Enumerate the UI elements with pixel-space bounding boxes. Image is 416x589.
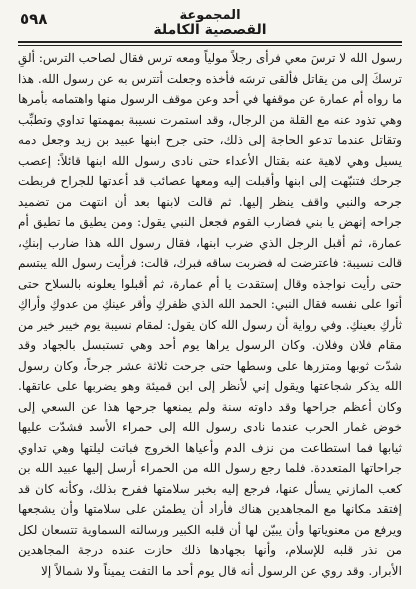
text-line: يسيل وهي لاهية عنه بقتال الأعداء حتى نادى رسول الله ابنها قائلاً: إعصب bbox=[18, 153, 402, 168]
text-line: ما رواه أم عمارة عن موقفها في أحد وعن موقف الرسول منها واهتمامه بأمرها bbox=[18, 92, 402, 106]
running-head-line-1: المجموعة bbox=[179, 8, 241, 23]
text-line: من نذر قلبه للإسلام، وأنها بجهادها ذلك حازت عنده درجة المجاهدين bbox=[18, 543, 402, 557]
text-line: ثأركِ بعينكِ. وفي رواية أن رسول الله كان يقول: لمقام نسيبة يوم خيبر خير من bbox=[18, 317, 402, 332]
text-line: وكان أعظم جراحها وقد داوته سنة ولم يمنعها جرحها هذا عن السعي إلى bbox=[18, 399, 402, 414]
text-line: حتى رأيت نواجذه وقال إستقدت يا أم عمارة، ثم أقبلوا يعلونه بالسلاح حتى bbox=[18, 276, 402, 291]
text-line: الأبرار. وقد روي عن الرسول أنه قال يوم أحد ما التفت يميناً ولا شمالاً إلا bbox=[40, 563, 402, 578]
text-line: رسول الله لا ترسَ معي فرأى رجلاً مولياً ومعه ترس فقال لصاحب الترس: ألقِ bbox=[18, 51, 402, 65]
text-line: شدّت ثوبها ومتزرها على وسطها حتى جرحت ثلاثة عشر جرحاً، وكان رسول bbox=[18, 358, 402, 373]
text-line: ثيابها فما استطاعت من نزف الدم وأعياها الخروج فباتت ليلتها وهي تداوي bbox=[18, 440, 402, 455]
text-line: وتقاتل عندما تدعو الحاجة إلى ذلك، حتى جرح ابنها عبيد بن زيد وجعل دمه bbox=[18, 133, 402, 147]
text-line: خوض غمار الحرب عندما نادى رسول الله إلى حمراء الأسد فشدّت عليها bbox=[18, 420, 402, 434]
text-line: قالت نسيبة: فاعترضت له فضربت ساقه فبرك، قالت: فرأيت رسول الله يبتسم bbox=[18, 256, 402, 270]
text-line: جراحه إنهض يا بني فضارب القوم فجعل النبي يقول: ومن يطيق ما تطيق أم bbox=[18, 215, 402, 229]
header-rule bbox=[18, 41, 402, 43]
page-header bbox=[18, 8, 402, 48]
running-head bbox=[18, 8, 402, 38]
text-line: كعب المازني يسأل عنها، فرجع إليه بخبر سلامتها ففرح بذلك، وكأنه كان قد bbox=[18, 481, 402, 496]
text-line: أتوا على نفسه فقال النبي: الحمد الله الذي ظفركِ وأقر عينكِ من عدوكِ وأراكِ bbox=[18, 297, 402, 311]
page-number: ٥٩٨ bbox=[20, 10, 48, 28]
text-line: وهي تذود عنه مع القلة من الرجال، وقد استمرت نسيبة بمهمتها تداوي وتطبِّب bbox=[18, 112, 402, 127]
text-line: إفتقد مكانها مع المجاهدين هناك فأراد أن يطمئن على سلامتها وأن يشجعها bbox=[18, 502, 402, 516]
text-line: ويرفع من معنوياتها وأن يبيّن لها أن قلبه الكبير ورسالته السماوية تتسعان لكل bbox=[18, 522, 402, 537]
running-head-line-2: القصصية الكاملة bbox=[153, 22, 267, 38]
text-line: عمارة، ثم أقبل الرجل الذي ضرب ابنها، فقال رسول الله هذا ضارب إبنكِ، bbox=[18, 235, 402, 250]
text-line: جرحك فتنبّهت إلى ابنها وأقبلت إليه ومعها عصائب قد أعدتها للجراح فربطت bbox=[18, 174, 402, 188]
body-text bbox=[18, 48, 402, 581]
text-line: جراحاتها المتعددة. فلما رجع رسول الله من الحمراء أرسل إليها عبيد الله بن bbox=[18, 461, 402, 475]
text-line: ترسكَ إلى من يقاتل فألقى ترسَه فأخذه وجعلت أتترس به عن رسول الله. هذا bbox=[18, 71, 402, 86]
text-line: جرحه والنبي واقف ينظر إليها. ثم قالت لابنها بعد أن انتهت من تضميد bbox=[18, 194, 402, 209]
text-line: الله يذكر شجاعتها ويقول إني لأنظر إلى ابن قميئة وهو يضربها على عاتقها. bbox=[18, 379, 402, 393]
text-line: مقام فلان وفلان. وكان الرسول يراها يوم أحد وهي تستبسل بالجهاد وقد bbox=[18, 338, 402, 352]
